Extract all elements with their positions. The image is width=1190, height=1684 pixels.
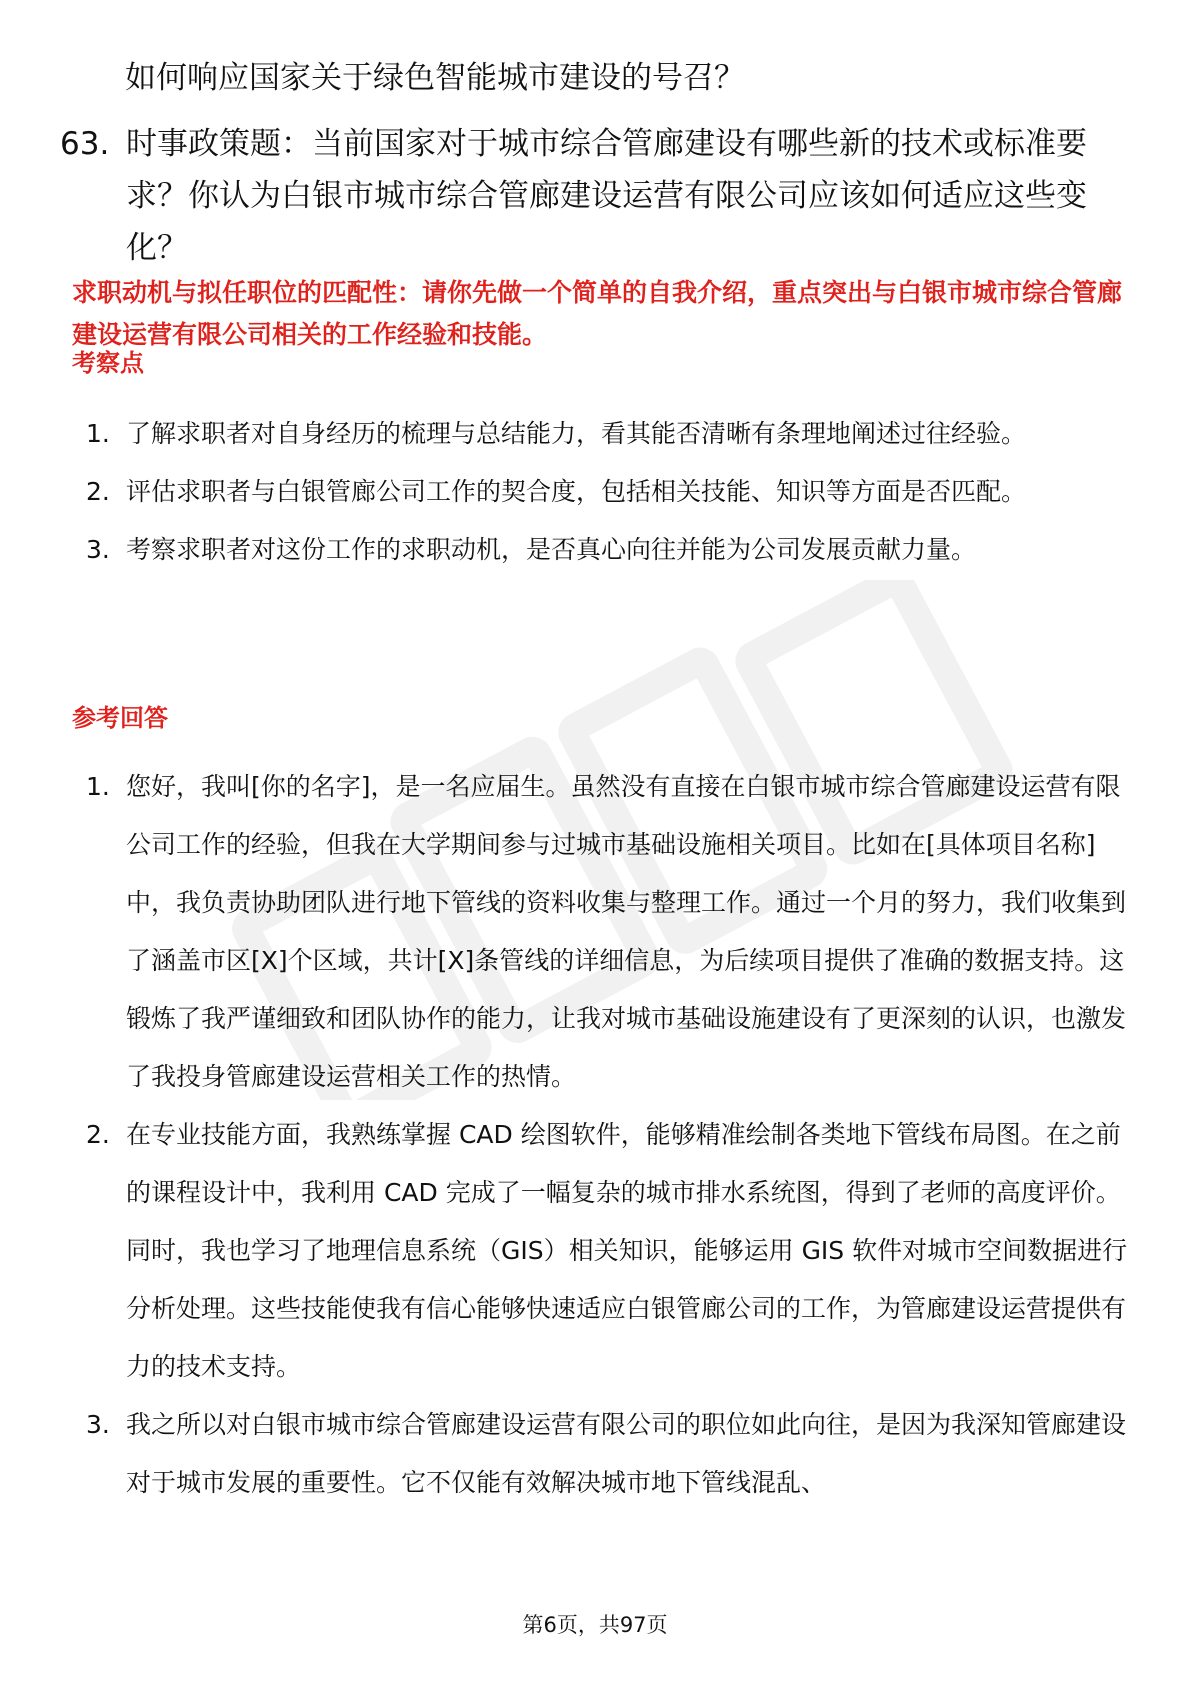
question-63 [60, 118, 1130, 274]
topic-heading: 求职动机与拟任职位的匹配性：请你先做一个简单的自我介绍，重点突出与白银市城市综合管廊建设运营有限公司相关的工作经验和技能。 [72, 278, 1123, 349]
list-item [86, 521, 1136, 579]
answer-list [86, 758, 1136, 1512]
list-number: 3. [86, 1410, 110, 1439]
page-footer: 第6页，共97页 [522, 1613, 668, 1637]
list-text: 在专业技能方面，我熟练掌握 CAD 绘图软件，能够精准绘制各类地下管线布局图。在之前的课程设计中，我利用 CAD 完成了一幅复杂的城市排水系统图，得到了老师的高度评价。同时，我也学习了地理信息系统（GIS）相关知识，能够运用 GIS 软件对城市空间数据进行分析处理。这些技能使我有信心能够快速适应白银管廊公司的工作，为管廊建设运营提供有力的技术支持。 [126, 1120, 1128, 1381]
question-text: 时事政策题：当前国家对于城市综合管廊建设有哪些新的技术或标准要求？你认为白银市城市综合管廊建设运营有限公司应该如何适应这些变化？ [126, 126, 1087, 266]
section-label-answer: 参考回答 [72, 704, 168, 732]
list-number: 1. [86, 772, 110, 801]
list-number: 1. [86, 419, 110, 448]
question-continuation: 如何响应国家关于绿色智能城市建设的号召？ [125, 60, 745, 96]
list-number: 2. [86, 477, 110, 506]
list-item [86, 1106, 1136, 1396]
assessment-list [86, 405, 1136, 579]
list-text: 考察求职者对这份工作的求职动机，是否真心向往并能为公司发展贡献力量。 [126, 535, 977, 564]
list-item [86, 1396, 1136, 1512]
question-number: 63. [60, 126, 110, 162]
list-number: 3. [86, 535, 110, 564]
list-text: 评估求职者与白银管廊公司工作的契合度，包括相关技能、知识等方面是否匹配。 [126, 477, 1027, 506]
list-number: 2. [86, 1120, 110, 1149]
list-item [86, 463, 1136, 521]
list-item [86, 405, 1136, 463]
list-item [86, 758, 1136, 1106]
list-text: 我之所以对白银市城市综合管廊建设运营有限公司的职位如此向往，是因为我深知管廊建设对于城市发展的重要性。它不仅能有效解决城市地下管线混乱、 [126, 1410, 1127, 1497]
list-text: 您好，我叫[你的名字]，是一名应届生。虽然没有直接在白银市城市综合管廊建设运营有限公司工作的经验，但我在大学期间参与过城市基础设施相关项目。比如在[具体项目名称]中，我负责协助团队进行地下管线的资料收集与整理工作。通过一个月的努力，我们收集到了涵盖市区[X]个区域，共计[X]条管线的详细信息，为后续项目提供了准确的数据支持。这锻炼了我严谨细致和团队协作的能力，让我对城市基础设施建设有了更深刻的认识，也激发了我投身管廊建设运营相关工作的热情。 [126, 772, 1127, 1091]
section-label-assessment: 考察点 [72, 349, 144, 377]
list-text: 了解求职者对自身经历的梳理与总结能力，看其能否清晰有条理地阐述过往经验。 [126, 419, 1027, 448]
